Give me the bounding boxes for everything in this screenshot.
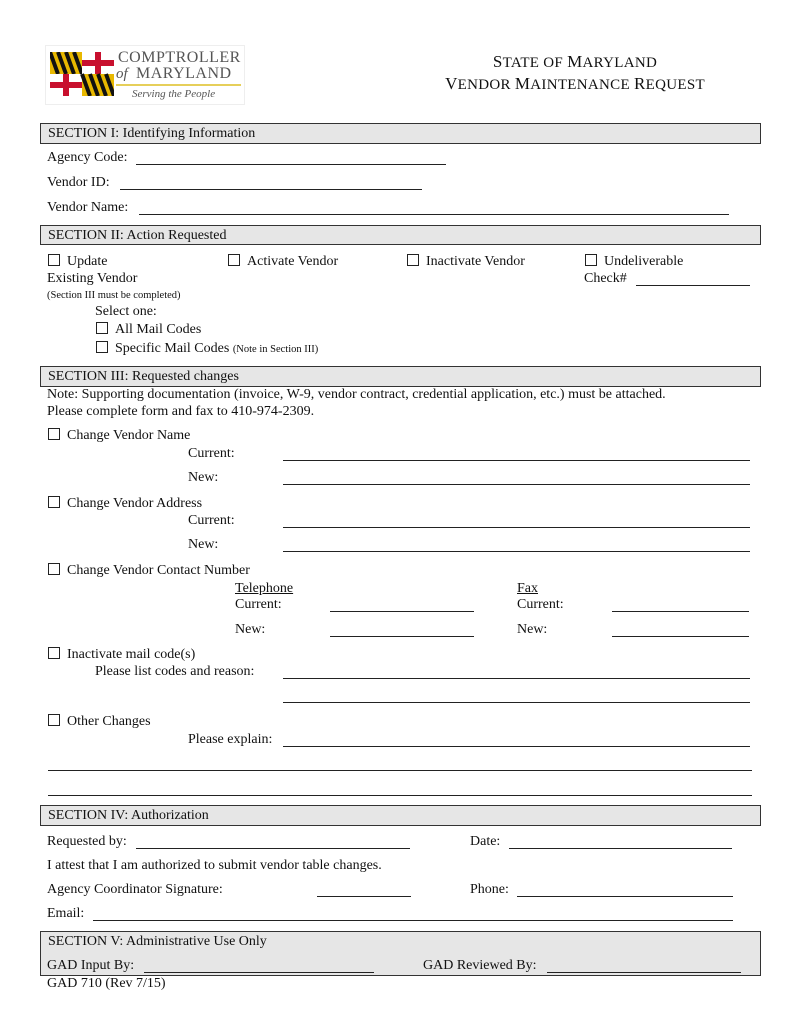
inactivate-mail-checkbox[interactable] bbox=[48, 647, 60, 659]
phone-label: Phone: bbox=[470, 882, 509, 897]
update-option[interactable]: Update bbox=[48, 254, 107, 270]
select-one-label: Select one: bbox=[95, 304, 157, 319]
vendor-name-label: Vendor Name: bbox=[47, 200, 129, 215]
date-label: Date: bbox=[470, 834, 501, 849]
inactivate-checkbox[interactable] bbox=[407, 254, 419, 266]
telephone-heading: Telephone bbox=[235, 581, 294, 596]
explain-label: Please explain: bbox=[188, 732, 273, 747]
agency-code-field[interactable] bbox=[136, 164, 446, 165]
inactivate-mail-option[interactable]: Inactivate mail code(s) bbox=[48, 647, 195, 663]
all-mail-codes-option[interactable]: All Mail Codes bbox=[96, 322, 201, 338]
current-fax-field[interactable] bbox=[612, 611, 749, 612]
current-phone-label: Current: bbox=[235, 597, 282, 612]
explain-field-3[interactable] bbox=[48, 795, 752, 796]
gad-reviewed-by-field[interactable] bbox=[547, 972, 741, 973]
comptroller-logo bbox=[45, 45, 245, 105]
section-1-header: SECTION I: Identifying Information bbox=[40, 123, 761, 144]
new-fax-label: New: bbox=[517, 622, 548, 637]
activate-checkbox[interactable] bbox=[228, 254, 240, 266]
logo-line2: MARYLAND bbox=[136, 65, 232, 82]
explain-field-2[interactable] bbox=[48, 770, 752, 771]
phone-field[interactable] bbox=[517, 896, 733, 897]
other-changes-checkbox[interactable] bbox=[48, 714, 60, 726]
change-address-checkbox[interactable] bbox=[48, 496, 60, 508]
specific-mail-codes-option[interactable]: Specific Mail Codes (Note in Section III) bbox=[96, 341, 318, 358]
new-name-field[interactable] bbox=[283, 484, 750, 485]
list-codes-field-2[interactable] bbox=[283, 702, 750, 703]
vendor-id-field[interactable] bbox=[120, 189, 422, 190]
all-mail-codes-checkbox[interactable] bbox=[96, 322, 108, 334]
inactivate-vendor-option[interactable]: Inactivate Vendor bbox=[407, 254, 525, 270]
gad-input-by-field[interactable] bbox=[144, 972, 374, 973]
activate-vendor-option[interactable]: Activate Vendor bbox=[228, 254, 338, 270]
change-name-checkbox[interactable] bbox=[48, 428, 60, 440]
requested-by-label: Requested by: bbox=[47, 834, 127, 849]
list-codes-label: Please list codes and reason: bbox=[95, 664, 255, 679]
signature-label: Agency Coordinator Signature: bbox=[47, 882, 223, 897]
other-changes-option[interactable]: Other Changes bbox=[48, 714, 151, 730]
undeliverable-checkbox[interactable] bbox=[585, 254, 597, 266]
section-5-box: SECTION V: Administrative Use Only bbox=[40, 931, 761, 976]
logo-tagline: Serving the People bbox=[132, 88, 216, 100]
undeliverable-option[interactable]: Undeliverable bbox=[585, 254, 683, 270]
change-contact-checkbox[interactable] bbox=[48, 563, 60, 575]
section-2-header: SECTION II: Action Requested bbox=[40, 225, 761, 245]
current-address-field[interactable] bbox=[283, 527, 750, 528]
section-3-header: SECTION III: Requested changes bbox=[40, 366, 761, 387]
current-phone-field[interactable] bbox=[330, 611, 474, 612]
new-address-field[interactable] bbox=[283, 551, 750, 552]
new-phone-label: New: bbox=[235, 622, 266, 637]
section3-required-note: (Section III must be completed) bbox=[47, 290, 181, 301]
vendor-id-label: Vendor ID: bbox=[47, 175, 110, 190]
fax-note: Please complete form and fax to 410-974-2309. bbox=[47, 404, 315, 419]
maryland-flag-icon bbox=[50, 52, 114, 96]
current-address-label: Current: bbox=[188, 513, 235, 528]
signature-field[interactable] bbox=[317, 896, 411, 897]
agency-code-label: Agency Code: bbox=[47, 150, 128, 165]
vendor-name-field[interactable] bbox=[139, 214, 729, 215]
new-address-label: New: bbox=[188, 537, 219, 552]
fax-heading: Fax bbox=[517, 581, 538, 596]
check-number-field[interactable] bbox=[636, 285, 750, 286]
documentation-note: Note: Supporting documentation (invoice, W-9, vendor contract, credential application, etc.) must be attached. bbox=[47, 387, 666, 402]
email-field[interactable] bbox=[93, 920, 733, 921]
new-phone-field[interactable] bbox=[330, 636, 474, 637]
form-id: GAD 710 (Rev 7/15) bbox=[47, 976, 166, 991]
title-line1: STATE OF MARYLAND bbox=[492, 52, 658, 71]
gad-input-by-label: GAD Input By: bbox=[47, 958, 135, 973]
email-label: Email: bbox=[47, 906, 85, 921]
list-codes-field[interactable] bbox=[283, 678, 750, 679]
specific-mail-codes-checkbox[interactable] bbox=[96, 341, 108, 353]
change-contact-option[interactable]: Change Vendor Contact Number bbox=[48, 563, 250, 579]
change-address-option[interactable]: Change Vendor Address bbox=[48, 496, 202, 512]
check-number-label: Check# bbox=[584, 271, 627, 286]
section-4-header: SECTION IV: Authorization bbox=[40, 805, 761, 826]
new-fax-field[interactable] bbox=[612, 636, 749, 637]
requested-by-field[interactable] bbox=[136, 848, 410, 849]
date-field[interactable] bbox=[509, 848, 732, 849]
update-checkbox[interactable] bbox=[48, 254, 60, 266]
current-name-label: Current: bbox=[188, 446, 235, 461]
gad-reviewed-by-label: GAD Reviewed By: bbox=[423, 958, 537, 973]
logo-line1: COMPTROLLER bbox=[118, 49, 241, 66]
existing-vendor-label: Existing Vendor bbox=[47, 271, 138, 286]
title-line2: VENDOR MAINTENANCE REQUEST bbox=[445, 74, 705, 93]
attestation-text: I attest that I am authorized to submit vendor table changes. bbox=[47, 858, 382, 873]
new-name-label: New: bbox=[188, 470, 219, 485]
explain-field[interactable] bbox=[283, 746, 750, 747]
change-name-option[interactable]: Change Vendor Name bbox=[48, 428, 190, 444]
current-fax-label: Current: bbox=[517, 597, 564, 612]
logo-of: of bbox=[116, 66, 128, 82]
current-name-field[interactable] bbox=[283, 460, 750, 461]
